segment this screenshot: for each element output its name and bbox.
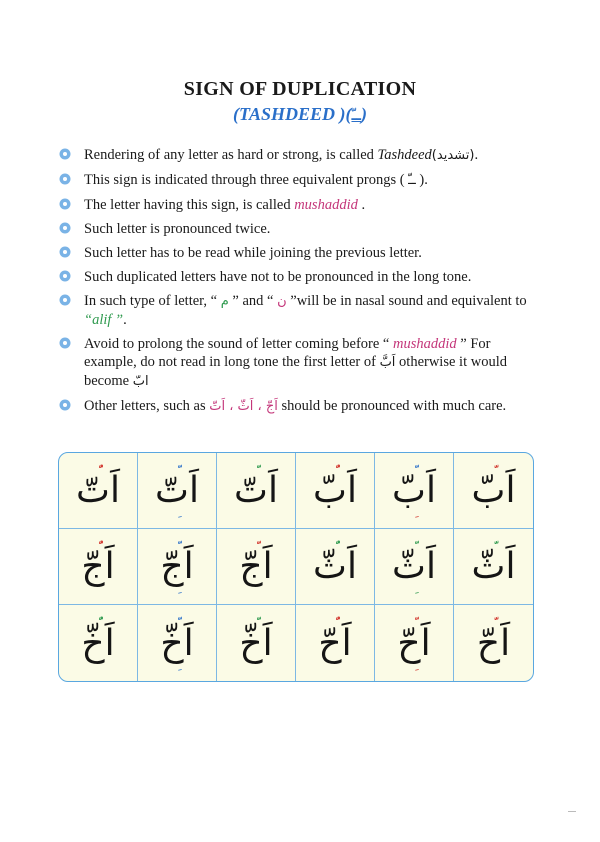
grid-cell — [59, 605, 138, 681]
grid-cell — [138, 605, 217, 681]
arabic-letter: اَجّ — [239, 546, 273, 587]
grid-cell — [454, 529, 533, 605]
arabic-letter: اَثّ — [471, 546, 516, 587]
bullet-item: The letter having this sign, is called mushaddid . — [58, 196, 538, 214]
arabic-letter: اَبّ — [471, 470, 516, 511]
grid-cell — [296, 453, 375, 529]
grid-cell — [375, 453, 454, 529]
gear-flower-icon — [58, 147, 72, 161]
grid-cell — [138, 529, 217, 605]
gear-flower-icon — [58, 269, 72, 283]
arabic-letter: اَبّ — [313, 470, 357, 511]
grid-cell — [217, 605, 296, 681]
bullet-item: Such letter is pronounced twice. — [58, 220, 538, 238]
arabic-letter: اَتّ — [234, 470, 278, 511]
grid-cell — [375, 529, 454, 605]
gear-flower-icon — [58, 197, 72, 211]
grid-cell — [217, 453, 296, 529]
gear-flower-icon — [58, 245, 72, 259]
subtitle-sign: ــّ — [351, 108, 362, 124]
grid-cell — [296, 529, 375, 605]
grid-cell — [375, 605, 454, 681]
arabic-letter: اَخّ — [239, 622, 273, 664]
grid-cell — [59, 529, 138, 605]
gear-flower-icon — [58, 221, 72, 235]
bullet-item: Other letters, such as اَجّ ، اَثّ ، اَتّ should be pronounced with much care. — [58, 397, 538, 416]
arabic-letter: اَتّ — [155, 470, 199, 511]
bullet-item: Such letter has to be read while joining the previous letter. — [58, 244, 538, 262]
gear-flower-icon — [58, 336, 72, 350]
gear-flower-icon — [58, 172, 72, 186]
arabic-letter: اَحّ — [476, 622, 511, 664]
page-title: SIGN OF DUPLICATION — [183, 78, 417, 100]
grid-cell — [454, 453, 533, 529]
arabic-letter: اَخّ — [160, 622, 194, 664]
bullet-item: This sign is indicated through three equivalent prongs ( ــّ ). — [58, 171, 538, 190]
grid-cell — [296, 605, 375, 681]
arabic-letter: اَتّ — [76, 470, 120, 511]
arabic-letter: اَبّ — [392, 470, 436, 511]
gear-flower-icon — [58, 293, 72, 307]
arabic-letter: اَجّ — [160, 546, 194, 587]
arabic-letter: اَحّ — [397, 622, 431, 664]
corner-mark — [568, 811, 576, 812]
bullet-item: Avoid to prolong the sound of letter coming before “ mushaddid ” For example, do not read in long tone the first letter of اَبَّ otherwise it would become ابّ — [58, 335, 538, 391]
letter-grid — [58, 452, 534, 682]
bullet-item: In such type of letter, “ م ” and “ ن ”will be in nasal sound and equivalent to “alif ”. — [58, 292, 538, 329]
grid-cell — [59, 453, 138, 529]
arabic-letter: اَثّ — [313, 546, 357, 587]
arabic-letter: اَجّ — [81, 546, 115, 587]
bullet-list — [58, 146, 538, 422]
subtitle-text: (TASHDEED )( — [232, 104, 352, 124]
gear-flower-icon — [58, 398, 72, 412]
grid-cell — [217, 529, 296, 605]
arabic-letter: اَحّ — [318, 622, 352, 664]
subtitle-close: ) — [361, 104, 368, 124]
arabic-letter: اَثّ — [392, 546, 436, 587]
page-subtitle — [0, 104, 600, 125]
grid-cell — [454, 605, 533, 681]
bullet-item: Such duplicated letters have not to be pronounced in the long tone. — [58, 268, 538, 286]
grid-cell — [138, 453, 217, 529]
bullet-item: Rendering of any letter as hard or strong, is called Tashdeed(تشدید). — [58, 146, 538, 165]
arabic-letter: اَخّ — [81, 622, 115, 664]
